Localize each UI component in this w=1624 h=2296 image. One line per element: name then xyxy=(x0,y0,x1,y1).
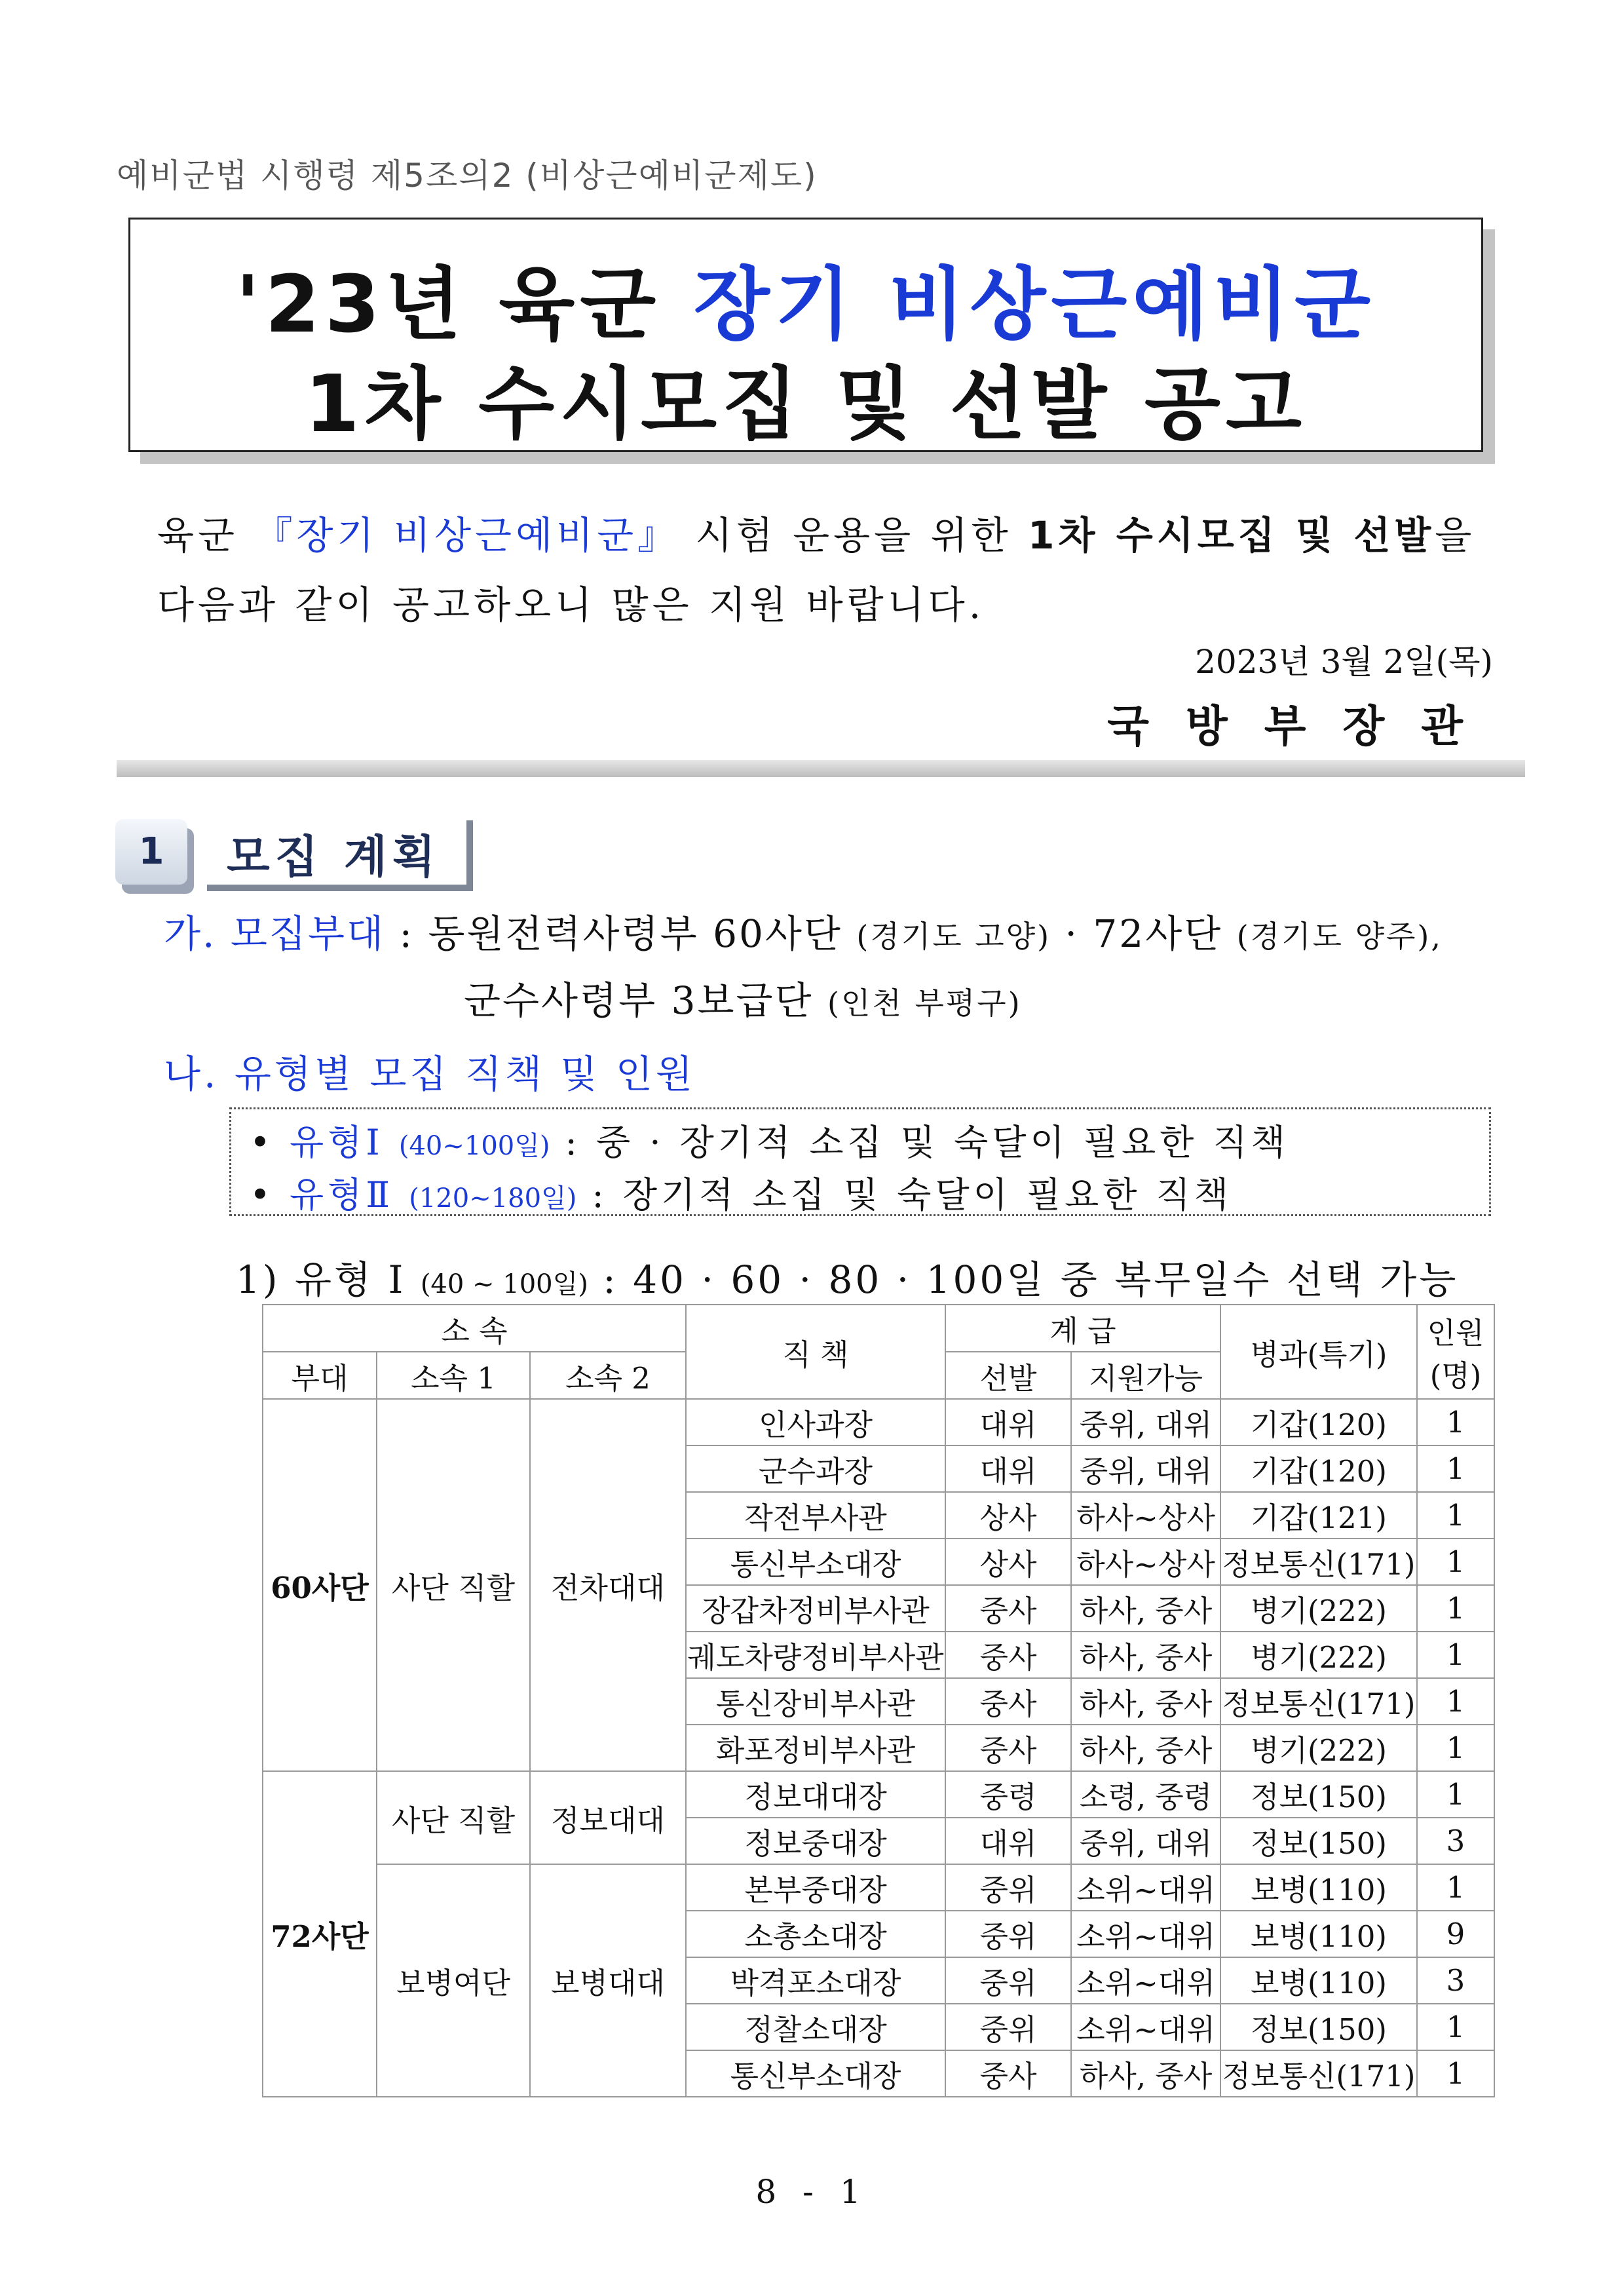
announcement-date: 2023년 3월 2일(목) xyxy=(1195,643,1493,681)
recruit-units-line-2 xyxy=(464,970,1022,1025)
item-label-ga: 가. 모집부대 xyxy=(164,911,386,956)
unit-location: (경기도 고양) xyxy=(856,919,1051,954)
rank-apply-cell: 하사, 중사 xyxy=(1071,1632,1220,1678)
page-number: 8 - 1 xyxy=(755,2173,869,2211)
type-1-subheading xyxy=(236,1249,1458,1304)
branch-cell: 정보(150) xyxy=(1220,1771,1417,1818)
branch-cell: 기갑(120) xyxy=(1220,1445,1417,1492)
title-prefix: '23년 육군 xyxy=(235,259,694,351)
count-cell: 1 xyxy=(1417,1725,1494,1771)
count-cell: 1 xyxy=(1417,1678,1494,1725)
position-cell: 박격포소대장 xyxy=(686,1957,945,2004)
law-reference: 예비군법 시행령 제5조의2 (비상근예비군제도) xyxy=(117,157,818,195)
rank-apply-cell: 소위~대위 xyxy=(1071,1864,1220,1911)
unit-name: 군수사령부 3보급단 xyxy=(464,978,827,1023)
header-count-line-2: (명) xyxy=(1429,1358,1482,1393)
rank-select-cell: 상사 xyxy=(945,1539,1071,1585)
position-cell: 정보대대장 xyxy=(686,1771,945,1818)
position-cell: 궤도차량정비부사관 xyxy=(686,1632,945,1678)
count-cell: 1 xyxy=(1417,1632,1494,1678)
sub1-cell: 사단 직할 xyxy=(377,1771,530,1864)
header-count xyxy=(1417,1305,1494,1399)
branch-cell: 기갑(121) xyxy=(1220,1492,1417,1539)
intro-text: 육군 xyxy=(157,513,255,558)
position-cell: 정보중대장 xyxy=(686,1818,945,1864)
count-cell: 1 xyxy=(1417,2050,1494,2097)
type-range: (40~100일) xyxy=(398,1131,550,1161)
subheading-text: : 40 · 60 · 80 · 100일 중 복무일수 선택 가능 xyxy=(588,1257,1459,1302)
position-cell: 작전부사관 xyxy=(686,1492,945,1539)
unit-cell: 60사단 xyxy=(263,1399,377,1771)
position-cell: 통신장비부사관 xyxy=(686,1678,945,1725)
branch-cell: 병기(222) xyxy=(1220,1632,1417,1678)
position-cell: 군수과장 xyxy=(686,1445,945,1492)
rank-apply-cell: 하사~상사 xyxy=(1071,1539,1220,1585)
branch-cell: 보병(110) xyxy=(1220,1864,1417,1911)
branch-cell: 병기(222) xyxy=(1220,1725,1417,1771)
count-cell: 1 xyxy=(1417,1539,1494,1585)
unit-location: (경기도 양주), xyxy=(1236,919,1443,954)
program-name: 『장기 비상근예비군』 xyxy=(254,513,680,558)
header-affiliation: 소 속 xyxy=(263,1305,686,1352)
position-cell: 통신부소대장 xyxy=(686,2050,945,2097)
intro-text: 시험 운용을 위한 xyxy=(695,513,1029,558)
intro-paragraph-line-1 xyxy=(157,505,1475,560)
rank-apply-cell: 소위~대위 xyxy=(1071,2004,1220,2050)
count-cell: 9 xyxy=(1417,1911,1494,1957)
rank-select-cell: 중사 xyxy=(945,1725,1071,1771)
divider xyxy=(117,760,1525,777)
type-description: : 장기적 소집 및 숙달이 필요한 직책 xyxy=(576,1174,1232,1215)
table-row xyxy=(263,1399,1494,1445)
separator: : xyxy=(385,911,428,956)
header-branch: 병과(특기) xyxy=(1220,1305,1417,1399)
type-row xyxy=(250,1167,1232,1217)
section-title: 모집 계획 xyxy=(227,832,441,883)
branch-cell: 보병(110) xyxy=(1220,1957,1417,2004)
rank-apply-cell: 하사, 중사 xyxy=(1071,1678,1220,1725)
rank-select-cell: 대위 xyxy=(945,1818,1071,1864)
header-rank-select: 선발 xyxy=(945,1352,1071,1399)
rank-select-cell: 중사 xyxy=(945,1632,1071,1678)
type-name: 유형Ⅱ xyxy=(290,1174,394,1215)
unit-location: (인천 부평구) xyxy=(827,985,1022,1021)
rank-select-cell: 중사 xyxy=(945,1585,1071,1632)
branch-cell: 보병(110) xyxy=(1220,1911,1417,1957)
count-cell: 1 xyxy=(1417,1864,1494,1911)
bullet: • xyxy=(250,1174,274,1215)
unit-name: 동원전력사령부 60사단 xyxy=(428,911,857,956)
type-range: (120~180일) xyxy=(409,1183,577,1214)
branch-cell: 정보통신(171) xyxy=(1220,2050,1417,2097)
count-cell: 3 xyxy=(1417,1957,1494,2004)
count-cell: 1 xyxy=(1417,1492,1494,1539)
unit-name: 72사단 xyxy=(1093,911,1237,956)
rank-apply-cell: 중위, 대위 xyxy=(1071,1399,1220,1445)
rank-apply-cell: 소위~대위 xyxy=(1071,1957,1220,2004)
intro-bold: 1차 수시모집 및 선발 xyxy=(1028,513,1435,558)
rank-select-cell: 중사 xyxy=(945,2050,1071,2097)
count-cell: 1 xyxy=(1417,1771,1494,1818)
table-row xyxy=(263,1864,1494,1911)
rank-apply-cell: 하사, 중사 xyxy=(1071,1725,1220,1771)
intro-text: 을 xyxy=(1435,513,1476,558)
header-sub2: 소속 2 xyxy=(530,1352,686,1399)
count-cell: 1 xyxy=(1417,2004,1494,2050)
count-cell: 1 xyxy=(1417,1399,1494,1445)
rank-select-cell: 중위 xyxy=(945,2004,1071,2050)
rank-apply-cell: 하사~상사 xyxy=(1071,1492,1220,1539)
sub2-cell: 보병대대 xyxy=(530,1864,686,2097)
count-cell: 3 xyxy=(1417,1818,1494,1864)
recruit-units-line-1 xyxy=(164,903,1443,958)
header-unit: 부대 xyxy=(263,1352,377,1399)
branch-cell: 기갑(120) xyxy=(1220,1399,1417,1445)
position-cell: 장갑차정비부사관 xyxy=(686,1585,945,1632)
rank-select-cell: 중위 xyxy=(945,1864,1071,1911)
title-highlight: 장기 비상근예비군 xyxy=(693,259,1376,351)
sub2-cell: 정보대대 xyxy=(530,1771,686,1864)
rank-select-cell: 대위 xyxy=(945,1445,1071,1492)
branch-cell: 정보통신(171) xyxy=(1220,1678,1417,1725)
position-cell: 화포정비부사관 xyxy=(686,1725,945,1771)
position-cell: 소총소대장 xyxy=(686,1911,945,1957)
sub2-cell: 전차대대 xyxy=(530,1399,686,1771)
branch-cell: 정보(150) xyxy=(1220,2004,1417,2050)
branch-cell: 정보통신(171) xyxy=(1220,1539,1417,1585)
rank-apply-cell: 중위, 대위 xyxy=(1071,1818,1220,1864)
header-rank-apply: 지원가능 xyxy=(1071,1352,1220,1399)
rank-select-cell: 중령 xyxy=(945,1771,1071,1818)
unit-cell: 72사단 xyxy=(263,1771,377,2097)
position-cell: 인사과장 xyxy=(686,1399,945,1445)
position-cell: 통신부소대장 xyxy=(686,1539,945,1585)
header-count-line-1: 인원 xyxy=(1427,1316,1484,1350)
rank-apply-cell: 소위~대위 xyxy=(1071,1911,1220,1957)
title-line-2: 1차 수시모집 및 선발 공고 xyxy=(305,359,1307,450)
issuer: 국방부장관 xyxy=(1107,701,1500,752)
rank-apply-cell: 중위, 대위 xyxy=(1071,1445,1220,1492)
bullet: • xyxy=(250,1122,274,1163)
rank-apply-cell: 하사, 중사 xyxy=(1071,2050,1220,2097)
rank-apply-cell: 하사, 중사 xyxy=(1071,1585,1220,1632)
header-sub1: 소속 1 xyxy=(377,1352,530,1399)
rank-select-cell: 중위 xyxy=(945,1911,1071,1957)
rank-select-cell: 대위 xyxy=(945,1399,1071,1445)
section-number: 1 xyxy=(115,819,187,885)
position-cell: 본부중대장 xyxy=(686,1864,945,1911)
rank-select-cell: 상사 xyxy=(945,1492,1071,1539)
item-label-na: 나. 유형별 모집 직책 및 인원 xyxy=(164,1052,696,1096)
sub1-cell: 사단 직할 xyxy=(377,1399,530,1771)
subheading-range: (40 ~ 100일) xyxy=(420,1269,588,1299)
positions-table xyxy=(262,1304,1495,2097)
intro-paragraph-line-2: 다음과 같이 공고하오니 많은 지원 바랍니다. xyxy=(157,583,985,627)
rank-select-cell: 중사 xyxy=(945,1678,1071,1725)
type-description: : 중 · 장기적 소집 및 숙달이 필요한 직책 xyxy=(550,1122,1289,1163)
separator: · xyxy=(1051,911,1093,956)
position-cell: 정찰소대장 xyxy=(686,2004,945,2050)
types-box xyxy=(229,1107,1491,1216)
type-row xyxy=(250,1115,1289,1165)
header-position: 직 책 xyxy=(686,1305,945,1399)
branch-cell: 병기(222) xyxy=(1220,1585,1417,1632)
header-rank: 계 급 xyxy=(945,1305,1220,1352)
type-name: 유형Ⅰ xyxy=(290,1122,384,1163)
title-line-1 xyxy=(130,242,1481,354)
count-cell: 1 xyxy=(1417,1585,1494,1632)
count-cell: 1 xyxy=(1417,1445,1494,1492)
rank-apply-cell: 소령, 중령 xyxy=(1071,1771,1220,1818)
title-box xyxy=(128,218,1483,452)
subheading-prefix: 1) 유형 Ⅰ xyxy=(236,1257,406,1302)
table-row xyxy=(263,1771,1494,1818)
sub1-cell: 보병여단 xyxy=(377,1864,530,2097)
rank-select-cell: 중위 xyxy=(945,1957,1071,2004)
branch-cell: 정보(150) xyxy=(1220,1818,1417,1864)
